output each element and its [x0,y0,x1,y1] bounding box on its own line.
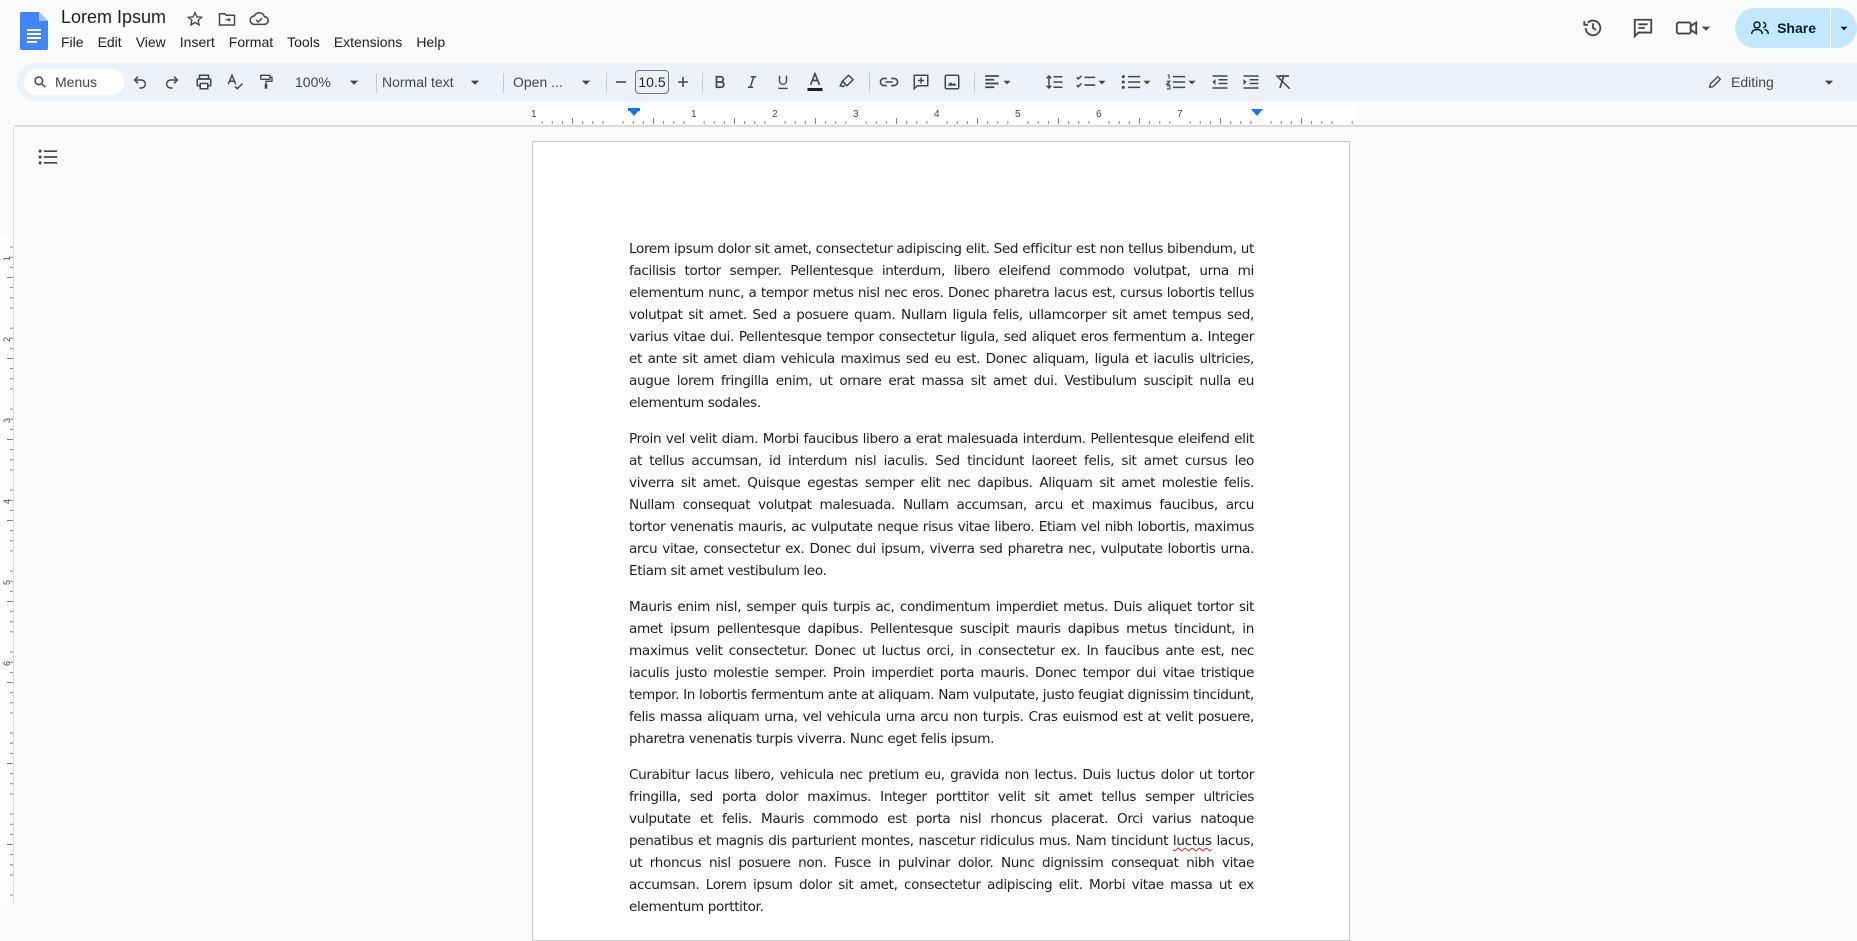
font-family-select[interactable] [513,63,593,101]
toolbar-divider [869,73,870,93]
search-menus-input[interactable] [24,69,124,95]
horizontal-ruler[interactable] [14,106,1857,126]
chevron-down-icon [1699,21,1713,35]
menu-file[interactable]: File [61,34,84,50]
star-icon[interactable] [184,9,206,29]
move-folder-icon[interactable] [216,9,238,29]
editing-mode-select[interactable] [1707,63,1836,101]
numbered-list-select[interactable] [1164,63,1200,101]
text-color-icon[interactable] [803,63,827,101]
bulleted-list-icon [1121,74,1141,90]
chevron-down-icon [468,75,482,89]
paragraph: Lorem ipsum dolor sit amet, consectetur adipiscing elit. Sed efficitur est non tellus bibendum, ut facilisis tortor semper. Pellentesque interdum, libero eleifend commodo volutpat, urna mi elementum nunc, a tempor metus nisl nec eros. Donec pharetra lacus est, cursus lobortis tellus volutpat sit amet. Sed a posuere quam. Nullam ligula felis, ullamcorper sit amet tempus sed, varius vitae dui. Pellentesque tempor consectetur ligula, sed aliquet eros fermentum a. Integer et ante sit amet diam vehicula maximus sed eu est. Donec aliquam, ligula et iaculis ultricies, augue lorem fringilla enim, ut ornare erat massa sit amet dui. Vestibulum suscipit nulla eu elementum sodales. [629,241,1254,411]
toolbar-divider [702,73,703,93]
ruler-label: 1 [691,109,697,120]
document-outline-icon[interactable] [38,148,62,172]
paint-format-icon[interactable] [255,63,277,101]
menu-view[interactable]: View [135,34,166,50]
editing-mode-label: Editing [1731,74,1774,90]
bold-icon[interactable] [709,63,731,101]
align-select[interactable] [981,63,1015,101]
vertical-ruler[interactable] [0,126,14,905]
numbered-list-icon [1166,74,1186,90]
video-camera-icon [1675,18,1699,38]
paragraph: Mauris enim nisl, semper quis turpis ac, condimentum imperdiet metus. Duis aliquet tortor sit amet ipsum pellentesque dapibus. Pellentesque suscipit mauris dapibus metus tincidunt, in maximus velit consectetur. Donec ut luctus orci, in consectetur ex. In faucibus ante est, nec iaculis justo molestie semper. Proin imperdiet porta mauris. Donec tempor dui vitae tristique tempor. In lobortis fermentum ante at aliquam. Nam vulputate, justo feugiat dignissim tincidunt, felis massa aliquam urna, vel vehicula urna arcu non turpis. Cras euismod est at velit posuere, pharetra venenatis turpis viverra. Nunc eget felis ipsum. [629,599,1254,747]
decrease-indent-icon[interactable] [1208,63,1232,101]
menu-edit[interactable]: Edit [97,34,122,50]
cloud-saved-icon[interactable] [248,9,270,29]
menu-extensions[interactable]: Extensions [333,34,403,50]
chevron-down-icon [1141,76,1153,88]
insert-image-icon[interactable] [940,63,964,101]
zoom-select[interactable] [295,63,361,101]
share-label: Share [1777,20,1816,36]
menu-help[interactable]: Help [416,34,446,50]
ruler-label: 2 [2,336,12,342]
paragraph: Proin vel velit diam. Morbi faucibus libero a erat malesuada interdum. Pellentesque eleifend elit at tellus accumsan, id interdum nisl iaculis. Sed tincidunt laoreet felis, sit amet cursus leo viverra sit amet. Quisque egestas semper elit nec dapibus. Aliquam sit amet molestie felis. Nullam consequat volutpat malesuada. Nullam accumsan, arcu et maximus faucibus, arcu tortor venenatis mauris, ac vulputate neque risus vitae libero. Etiam vel nibh lobortis, maximus arcu vitae, consectetur ex. Donec dui ipsum, viverra sed pharetra nec, vulputate lobortis urna. Etiam sit amet vestibulum leo. [629,431,1254,579]
ruler-label: 3 [2,417,12,423]
add-comment-icon[interactable] [909,63,933,101]
paragraph-style-select[interactable] [382,63,482,101]
toolbar-divider [606,73,607,93]
line-spacing-icon[interactable] [1043,63,1067,101]
misspelled-word[interactable]: luctus [1172,833,1212,849]
highlight-color-icon[interactable] [835,63,859,101]
checklist-select[interactable] [1074,63,1110,101]
underline-icon[interactable] [772,63,794,101]
undo-icon[interactable] [129,63,151,101]
font-family-value: Open ... [513,74,563,90]
menu-insert[interactable]: Insert [179,34,215,50]
search-icon [33,75,47,89]
comments-icon[interactable] [1625,10,1661,46]
ruler-label: 3 [853,109,859,120]
paragraph-text: lacus, ut rhoncus nisl posuere non. Fusce in pulvinar dolor. Nunc dignissim consequat nibh vitae accumsan. Lorem ipsum dolor sit amet, consectetur adipiscing elit. Morbi vitae massa ut ex elementum porttitor. [629,833,1254,915]
checklist-icon [1076,74,1096,90]
decrease-font-size-icon[interactable] [611,63,631,101]
title-bar [0,0,1857,60]
toolbar-divider [503,73,504,93]
chevron-down-icon [1822,75,1836,89]
chevron-down-icon [347,75,361,89]
align-left-icon [983,74,1001,90]
ruler-label: 6 [1096,109,1102,120]
share-options-chevron-icon[interactable] [1831,22,1857,34]
ruler-label: 4 [934,109,940,120]
bulleted-list-select[interactable] [1119,63,1155,101]
ruler-label: 1 [531,109,537,120]
print-icon[interactable] [193,63,215,101]
people-icon [1751,21,1769,35]
ruler-label: 6 [2,660,12,666]
document-page[interactable] [532,141,1350,941]
formatting-toolbar [17,63,1857,101]
menu-bar [54,33,452,51]
ruler-label: 2 [772,109,778,120]
insert-link-icon[interactable] [877,63,901,101]
increase-font-size-icon[interactable] [673,63,693,101]
toolbar-divider [974,73,975,93]
ruler-label: 7 [1177,109,1183,120]
document-title[interactable]: Lorem Ipsum [61,7,167,27]
search-menus-placeholder: Menus [55,74,98,90]
version-history-icon[interactable] [1575,10,1611,46]
increase-indent-icon[interactable] [1239,63,1263,101]
meet-button[interactable] [1675,18,1713,38]
font-size-input[interactable]: 10.5 [635,70,669,94]
chevron-down-icon [1096,76,1108,88]
clear-formatting-icon[interactable] [1271,63,1295,101]
menu-tools[interactable]: Tools [287,34,320,50]
toolbar-divider [376,73,377,93]
ruler-label: 5 [2,579,12,585]
redo-icon[interactable] [161,63,183,101]
paragraph-text: Curabitur lacus libero, vehicula nec pretium eu, gravida non lectus. Duis luctus dolor ut tortor fringilla, sed porta dolor maximus. Integer porttitor velit sit amet tellus semper ultricies vulputate et felis. Mauris commodo est porta nisl rhoncus placerat. Orci varius natoque penatibus et magnis dis parturient montes, nascetur ridiculus mus. Nam tincidunt [629,767,1254,849]
spellcheck-icon[interactable] [224,63,246,101]
title-actions [184,9,270,29]
chevron-down-icon [1186,76,1198,88]
menu-format[interactable]: Format [228,34,274,50]
paragraph [629,764,1254,918]
zoom-value: 100% [295,74,331,90]
header-actions [1575,8,1857,48]
share-button[interactable] [1735,8,1857,48]
chevron-down-icon [579,75,593,89]
ruler-label: 5 [1015,109,1021,120]
chevron-down-icon [1001,76,1013,88]
italic-icon[interactable] [741,63,763,101]
docs-logo-icon[interactable] [20,12,48,50]
ruler-label: 1 [2,255,12,261]
paragraph-style-value: Normal text [382,74,454,90]
pencil-icon [1707,74,1723,90]
document-body[interactable] [629,238,1254,932]
ruler-label: 4 [2,498,12,504]
first-line-indent-marker[interactable] [628,108,640,111]
